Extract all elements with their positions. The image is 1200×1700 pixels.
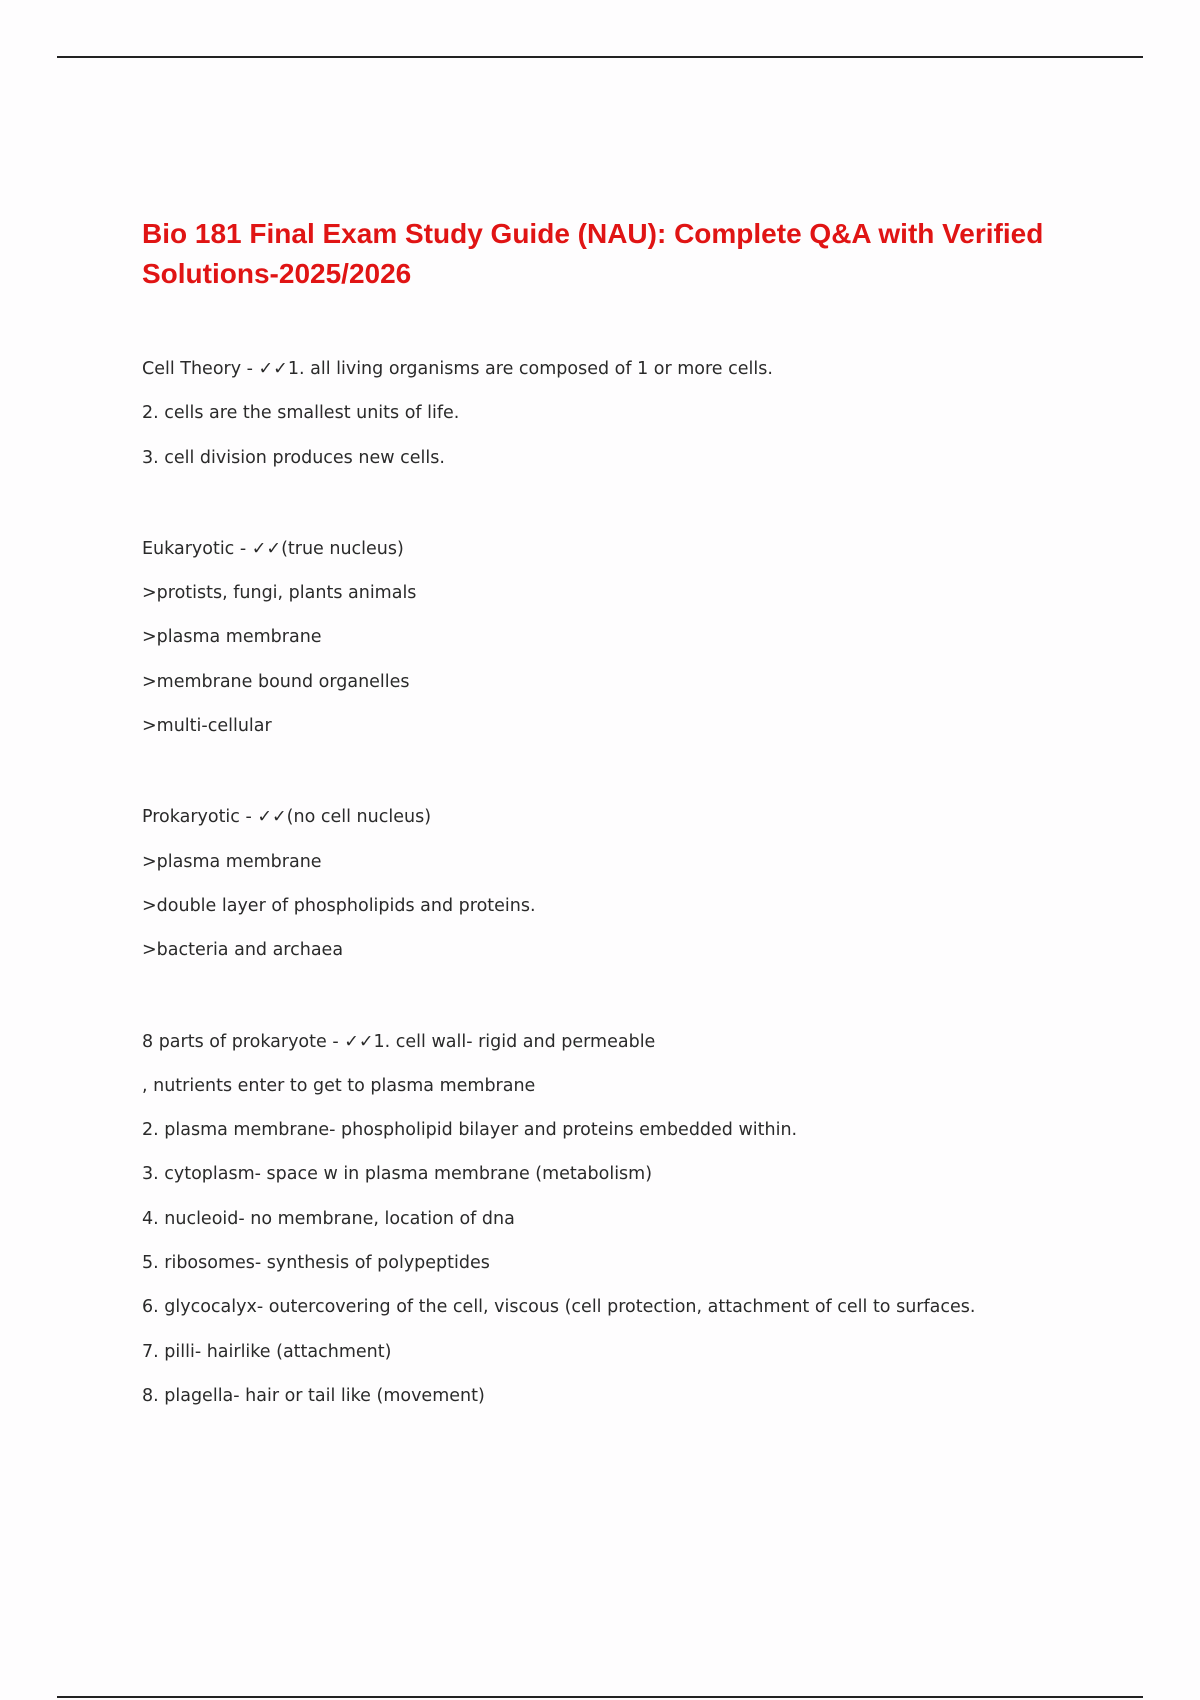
document-title: Bio 181 Final Exam Study Guide (NAU): Complete Q&A with Verified Solutions-2025/2026 <box>142 218 1044 289</box>
text-line: >membrane bound organelles <box>142 671 410 692</box>
text-line: 7. pilli- hairlike (attachment) <box>142 1341 392 1362</box>
text-line: >multi-cellular <box>142 716 272 737</box>
text-line: 2. plasma membrane- phospholipid bilayer and proteins embedded within. <box>142 1120 798 1141</box>
section-eukaryotic <box>142 534 1102 755</box>
text-line: 2. cells are the smallest units of life. <box>142 403 460 424</box>
text-line: 3. cell division produces new cells. <box>142 447 445 468</box>
text-line: Prokaryotic - ✓✓(no cell nucleus) <box>142 807 432 828</box>
text-line: 8 parts of prokaryote - ✓✓1. cell wall- rigid and permeable <box>142 1031 656 1052</box>
text-line: >double layer of phospholipids and proteins. <box>142 895 536 916</box>
text-line: >plasma membrane <box>142 627 322 648</box>
section-cell-theory <box>142 354 1102 487</box>
section-prokaryotic <box>142 802 1102 979</box>
text-line: 8. plagella- hair or tail like (movement) <box>142 1385 485 1406</box>
text-line: >bacteria and archaea <box>142 940 344 961</box>
text-line: , nutrients enter to get to plasma membrane <box>142 1075 536 1096</box>
footer-rule <box>57 1696 1143 1698</box>
document-body <box>142 354 1102 1425</box>
text-line: >plasma membrane <box>142 851 322 872</box>
text-line: 4. nucleoid- no membrane, location of dna <box>142 1208 515 1229</box>
text-line: 3. cytoplasm- space w in plasma membrane (metabolism) <box>142 1164 653 1185</box>
text-line: 5. ribosomes- synthesis of polypeptides <box>142 1253 490 1274</box>
header-rule <box>57 56 1143 58</box>
text-line: 6. glycocalyx- outercovering of the cell, viscous (cell protection, attachment of cell to surfaces. <box>142 1297 976 1318</box>
text-line: Cell Theory - ✓✓1. all living organisms are composed of 1 or more cells. <box>142 359 773 379</box>
text-line: >protists, fungi, plants animals <box>142 583 417 604</box>
section-prokaryote-parts <box>142 1027 1102 1426</box>
text-line: Eukaryotic - ✓✓(true nucleus) <box>142 538 404 559</box>
